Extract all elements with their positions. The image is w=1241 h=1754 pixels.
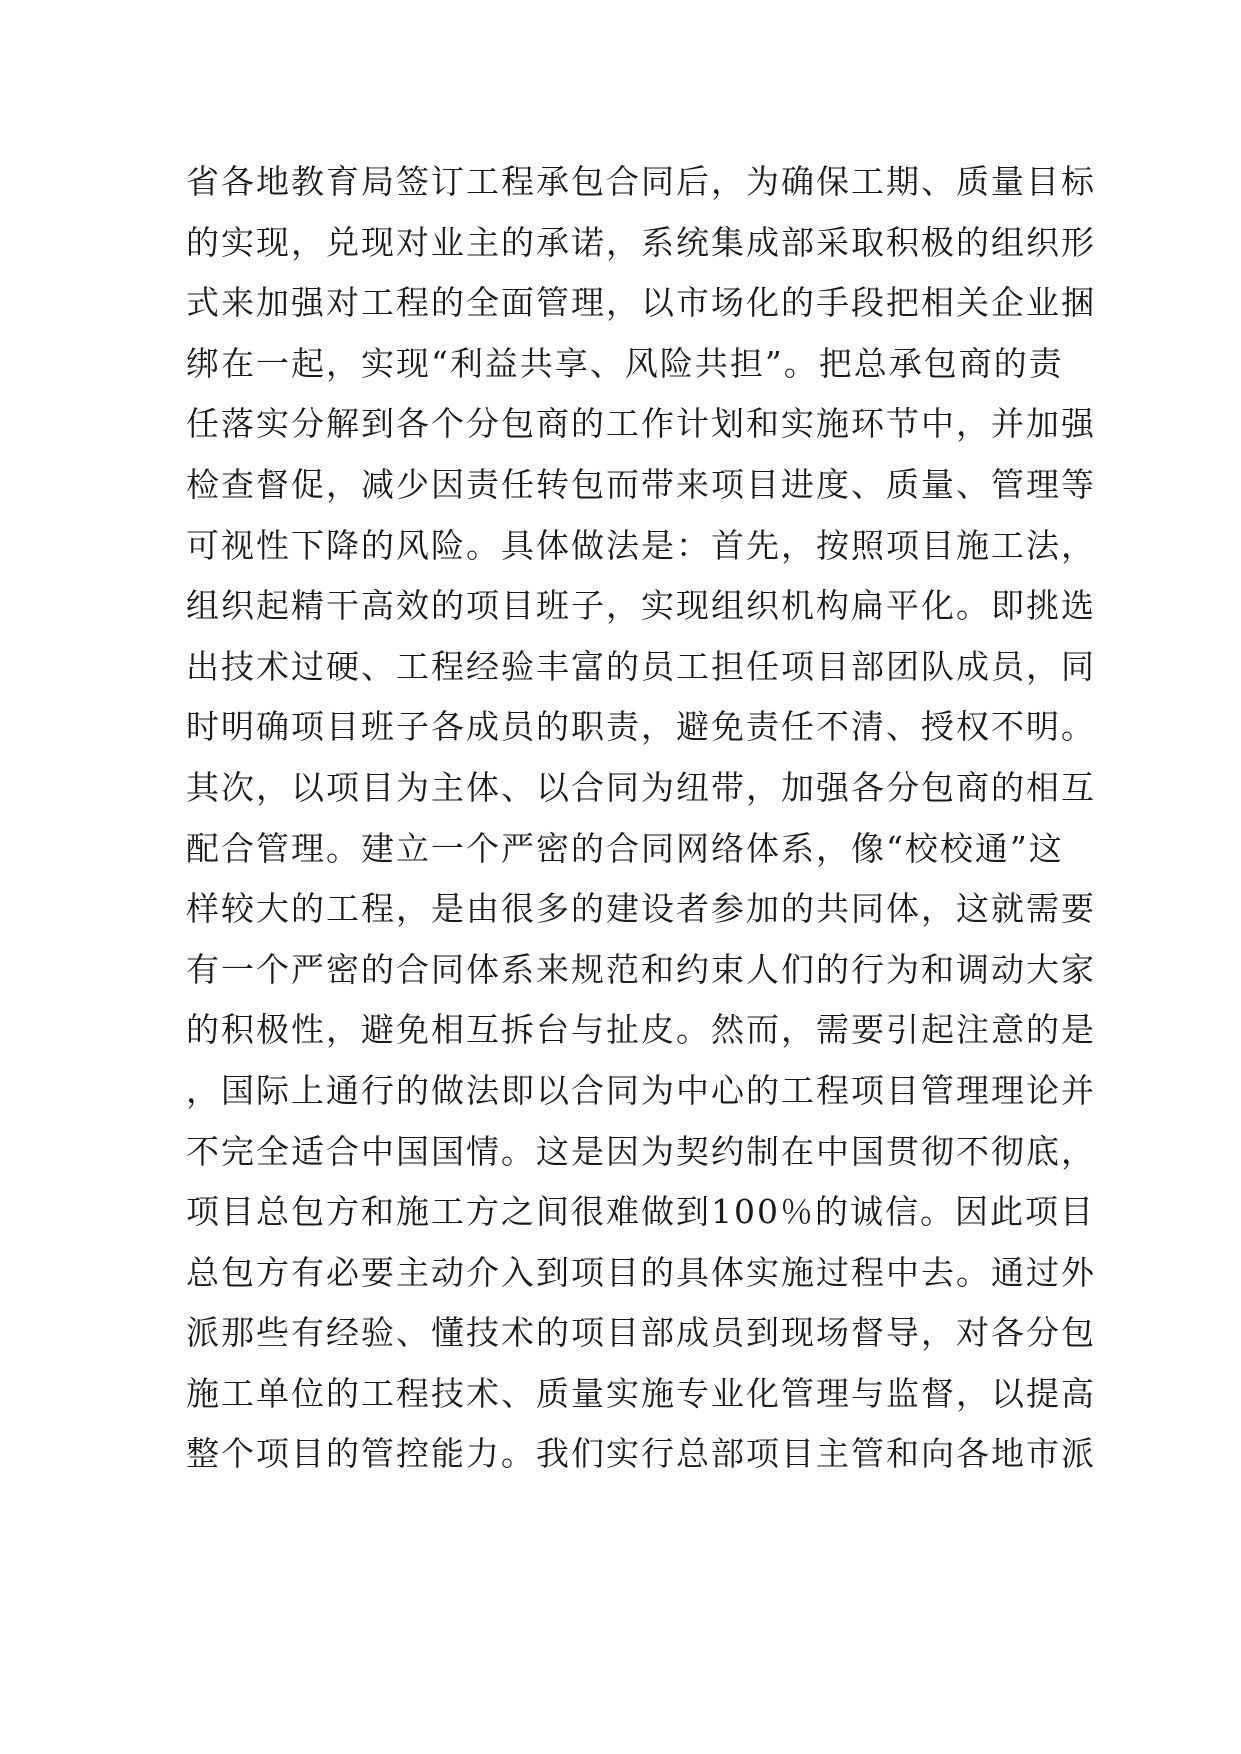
body-paragraph (186, 162, 1096, 1495)
text-line-13: 样较大的工程，是由很多的建设者参加的共同体，这就需要 (186, 889, 1096, 929)
text-line-18: 项目总包方和施工方之间很难做到100％的诚信。因此项目 (186, 1192, 1095, 1232)
text-line-9: 出技术过硬、工程经验丰富的员工担任项目部团队成员，同 (186, 646, 1096, 686)
text-line-8: 组织起精干高效的项目班子，实现组织机构扁平化。即挑选 (186, 586, 1096, 626)
text-line-14: 有一个严密的合同体系来规范和约束人们的行为和调动大家 (186, 949, 1096, 989)
text-line-4: 绑在一起，实现“利益共享、风险共担”。把总承包商的责 (186, 343, 1064, 383)
text-line-6: 检查督促，减少因责任转包而带来项目进度、质量、管理等 (186, 464, 1096, 504)
text-line-21: 施工单位的工程技术、质量实施专业化管理与监督，以提高 (186, 1373, 1096, 1413)
text-line-11: 其次，以项目为主体、以合同为纽带，加强各分包商的相互 (186, 767, 1096, 807)
text-line-5: 任落实分解到各个分包商的工作计划和实施环节中，并加强 (186, 404, 1096, 444)
text-line-1: 省各地教育局签订工程承包合同后，为确保工期、质量目标 (186, 162, 1096, 201)
text-line-12: 配合管理。建立一个严密的合同网络体系，像“校校通”这 (186, 828, 1064, 868)
text-line-3: 式来加强对工程的全面管理，以市场化的手段把相关企业捆 (186, 283, 1096, 323)
text-line-17: 不完全适合中国国情。这是因为契约制在中国贯彻不彻底， (186, 1131, 1096, 1171)
text-line-7: 可视性下降的风险。具体做法是：首先，按照项目施工法， (186, 525, 1096, 565)
text-line-20: 派那些有经验、懂技术的项目部成员到现场督导，对各分包 (186, 1313, 1096, 1353)
text-line-10: 时明确项目班子各成员的职责，避免责任不清、授权不明。 (186, 707, 1096, 747)
text-line-16: ，国际上通行的做法即以合同为中心的工程项目管理理论并 (186, 1070, 1096, 1110)
text-line-22: 整个项目的管控能力。我们实行总部项目主管和向各地市派 (186, 1434, 1096, 1474)
text-line-19: 总包方有必要主动介入到项目的具体实施过程中去。通过外 (186, 1252, 1096, 1292)
text-line-2: 的实现，兑现对业主的承诺，系统集成部采取积极的组织形 (186, 222, 1096, 262)
text-line-15: 的积极性，避免相互拆台与扯皮。然而，需要引起注意的是 (186, 1010, 1096, 1050)
